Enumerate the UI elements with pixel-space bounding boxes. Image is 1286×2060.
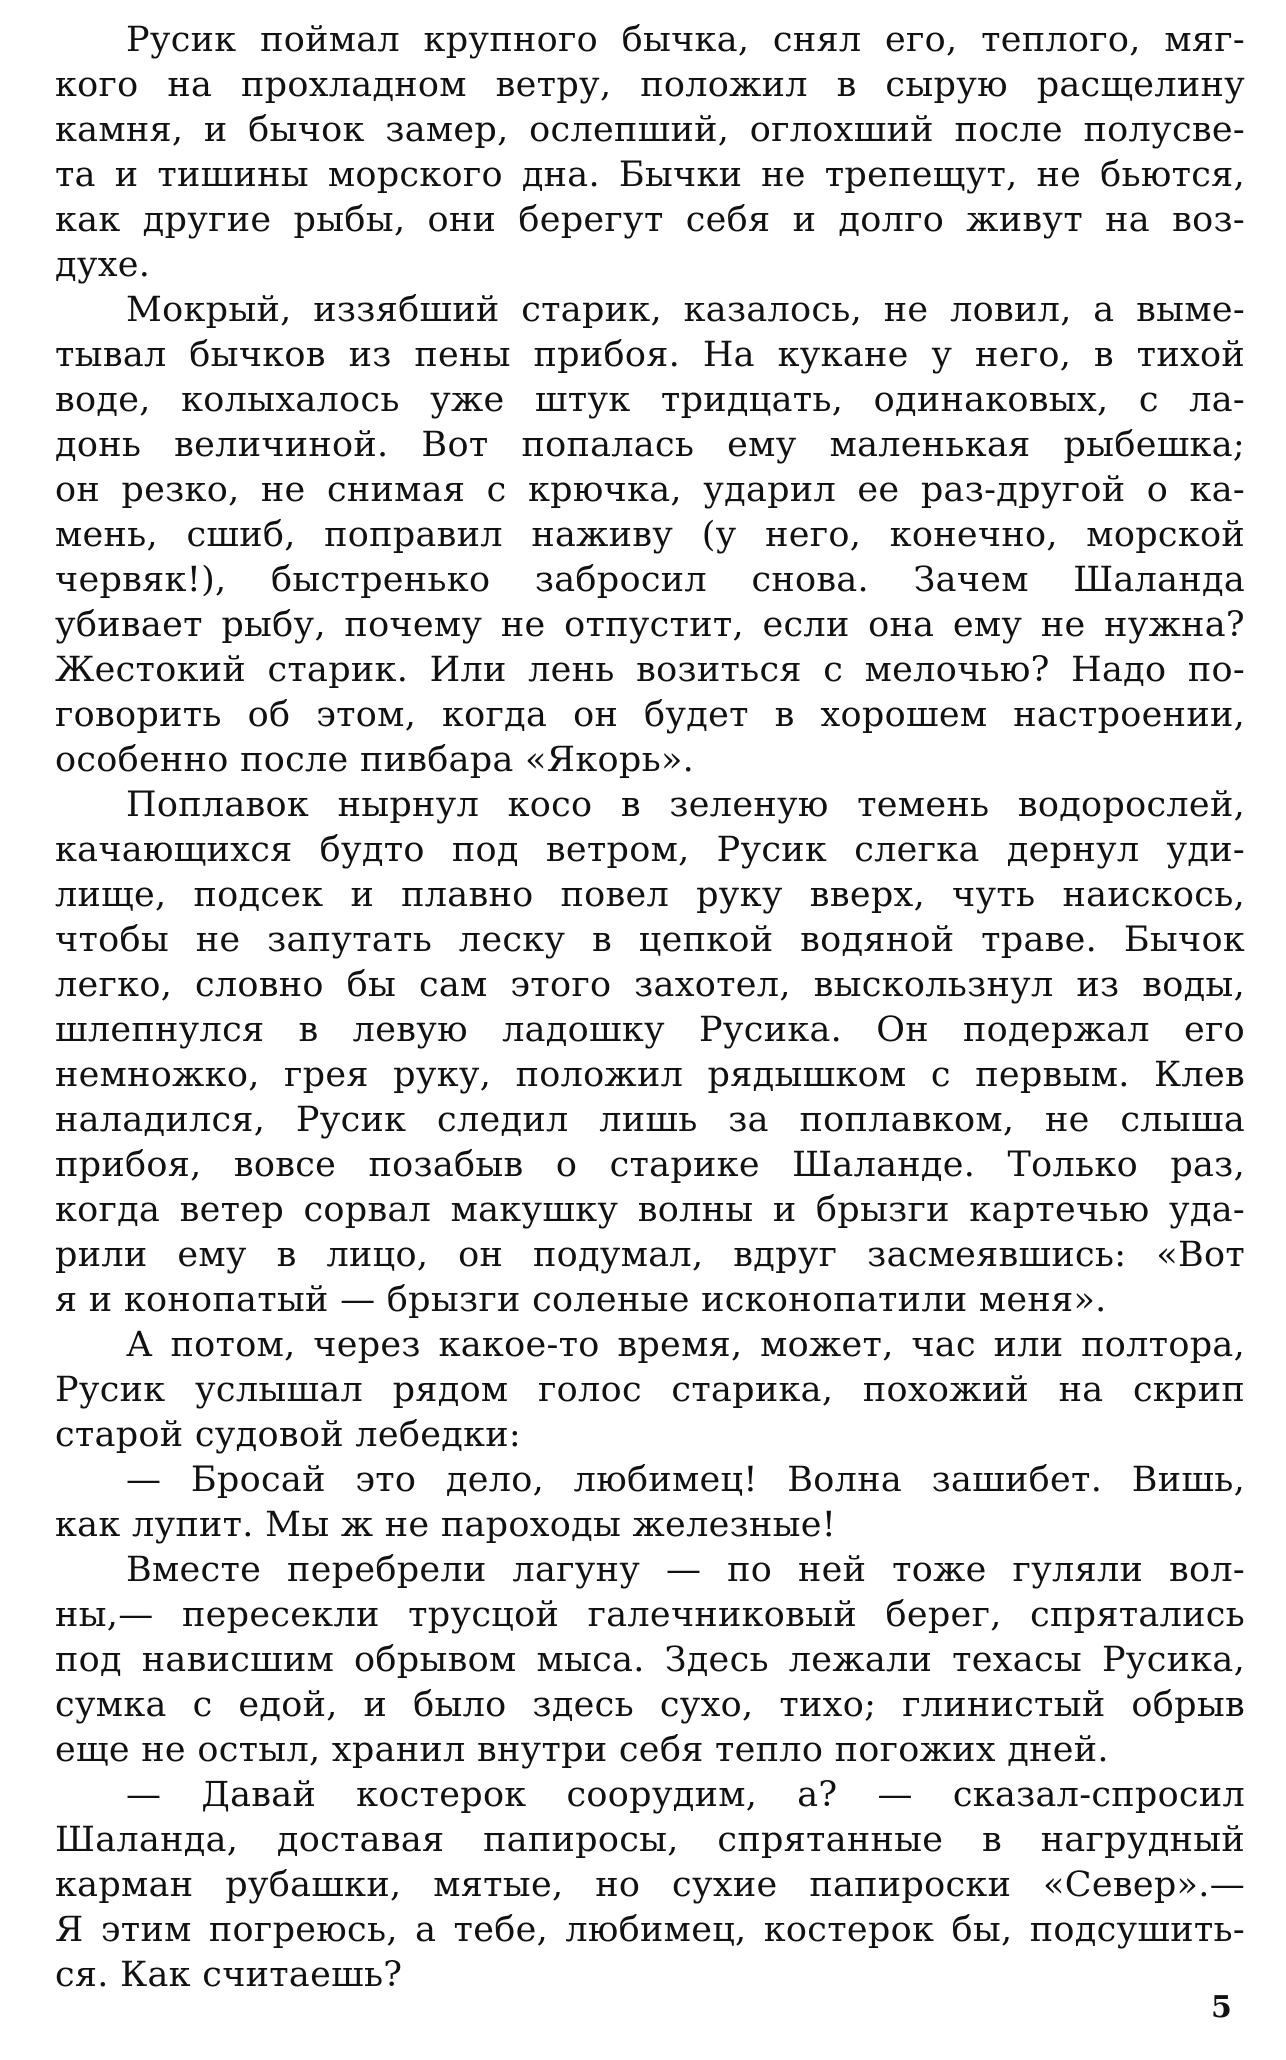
- text-line: он резко, не снимая с крючка, ударил ее раз-другой о ка-: [55, 470, 1245, 510]
- text-line: Жестокий старик. Или лень возиться с мелочью? Надо по-: [55, 650, 1245, 690]
- text-line: кого на прохладном ветру, положил в сырую расщелину: [55, 65, 1245, 105]
- page-number: 5: [1211, 1990, 1232, 2025]
- text-line: червяк!), быстренько забросил снова. Зачем Шаланда: [55, 560, 1245, 600]
- text-line: ся. Как считаешь?: [55, 1955, 403, 1995]
- text-line: воде, колыхалось уже штук тридцать, одинаковых, с ла-: [55, 380, 1245, 420]
- text-line: убивает рыбу, почему не отпустит, если она ему не нужна?: [55, 605, 1245, 645]
- text-line: качающихся будто под ветром, Русик слегка дернул уди-: [55, 830, 1245, 870]
- text-line: я и конопатый — брызги соленые исконопатили меня».: [55, 1280, 1107, 1320]
- paragraph: [55, 1773, 1245, 1998]
- text-line: говорить об этом, когда он будет в хорошем настроении,: [55, 695, 1245, 735]
- text-line: рили ему в лицо, он подумал, вдруг засмеявшись: «Вот: [55, 1235, 1245, 1275]
- text-line: Поплавок нырнул косо в зеленую темень водорослей,: [126, 785, 1245, 825]
- text-line: сумка с едой, и было здесь сухо, тихо; глинистый обрыв: [55, 1685, 1245, 1725]
- text-line: Русик поймал крупного бычка, снял его, теплого, мяг-: [126, 20, 1245, 60]
- text-line: наладился, Русик следил лишь за поплавком, не слыша: [55, 1100, 1245, 1140]
- text-line: особенно после пивбара «Якорь».: [55, 740, 695, 780]
- text-line: мень, сшиб, поправил наживу (у него, конечно, морской: [55, 515, 1245, 555]
- paragraph: [55, 18, 1245, 288]
- text-line: под нависшим обрывом мыса. Здесь лежали техасы Русика,: [55, 1640, 1245, 1680]
- text-line: А потом, через какое-то время, может, час или полтора,: [126, 1325, 1245, 1365]
- page-text: [55, 18, 1245, 1998]
- text-line: та и тишины морского дна. Бычки не трепещут, не бьются,: [55, 155, 1245, 195]
- text-line: как лупит. Мы ж не пароходы железные!: [55, 1505, 837, 1545]
- paragraph: [55, 288, 1245, 783]
- text-line: Шаланда, доставая папиросы, спрятанные в нагрудный: [55, 1820, 1245, 1860]
- text-line: — Бросай это дело, любимец! Волна зашибет. Вишь,: [126, 1460, 1245, 1500]
- text-line: лище, подсек и плавно повел руку вверх, чуть наискось,: [55, 875, 1245, 915]
- text-line: шлепнулся в левую ладошку Русика. Он подержал его: [55, 1010, 1245, 1050]
- text-line: Я этим погреюсь, а тебе, любимец, костерок бы, подсушить-: [55, 1910, 1245, 1950]
- text-line: карман рубашки, мятые, но сухие папироски «Север».—: [55, 1865, 1245, 1905]
- text-line: духе.: [55, 245, 151, 285]
- text-line: Русик услышал рядом голос старика, похожий на скрип: [55, 1370, 1245, 1410]
- paragraph: [55, 1458, 1245, 1548]
- text-line: — Давай костерок соорудим, а? — сказал-спросил: [126, 1775, 1245, 1815]
- text-line: камня, и бычок замер, ослепший, оглохший после полусве-: [55, 110, 1245, 150]
- text-line: ны,— пересекли трусцой галечниковый берег, спрятались: [55, 1595, 1245, 1635]
- text-line: старой судовой лебедки:: [55, 1415, 521, 1455]
- text-line: еще не остыл, хранил внутри себя тепло погожих дней.: [55, 1730, 1109, 1770]
- paragraph: [55, 1548, 1245, 1773]
- paragraph: [55, 783, 1245, 1323]
- text-line: тывал бычков из пены прибоя. На кукане у него, в тихой: [55, 335, 1245, 375]
- text-line: донь величиной. Вот попалась ему маленькая рыбешка;: [55, 425, 1245, 465]
- paragraph: [55, 1323, 1245, 1458]
- text-line: прибоя, вовсе позабыв о старике Шаланде. Только раз,: [55, 1145, 1245, 1185]
- text-line: когда ветер сорвал макушку волны и брызги картечью уда-: [55, 1190, 1245, 1230]
- text-line: Мокрый, иззябший старик, казалось, не ловил, а выме-: [126, 290, 1245, 330]
- text-line: Вместе перебрели лагуну — по ней тоже гуляли вол-: [126, 1550, 1245, 1590]
- text-line: легко, словно бы сам этого захотел, выскользнул из воды,: [55, 965, 1245, 1005]
- text-line: немножко, грея руку, положил рядышком с первым. Клев: [55, 1055, 1245, 1095]
- text-line: как другие рыбы, они берегут себя и долго живут на воз-: [55, 200, 1245, 240]
- text-line: чтобы не запутать леску в цепкой водяной траве. Бычок: [55, 920, 1245, 960]
